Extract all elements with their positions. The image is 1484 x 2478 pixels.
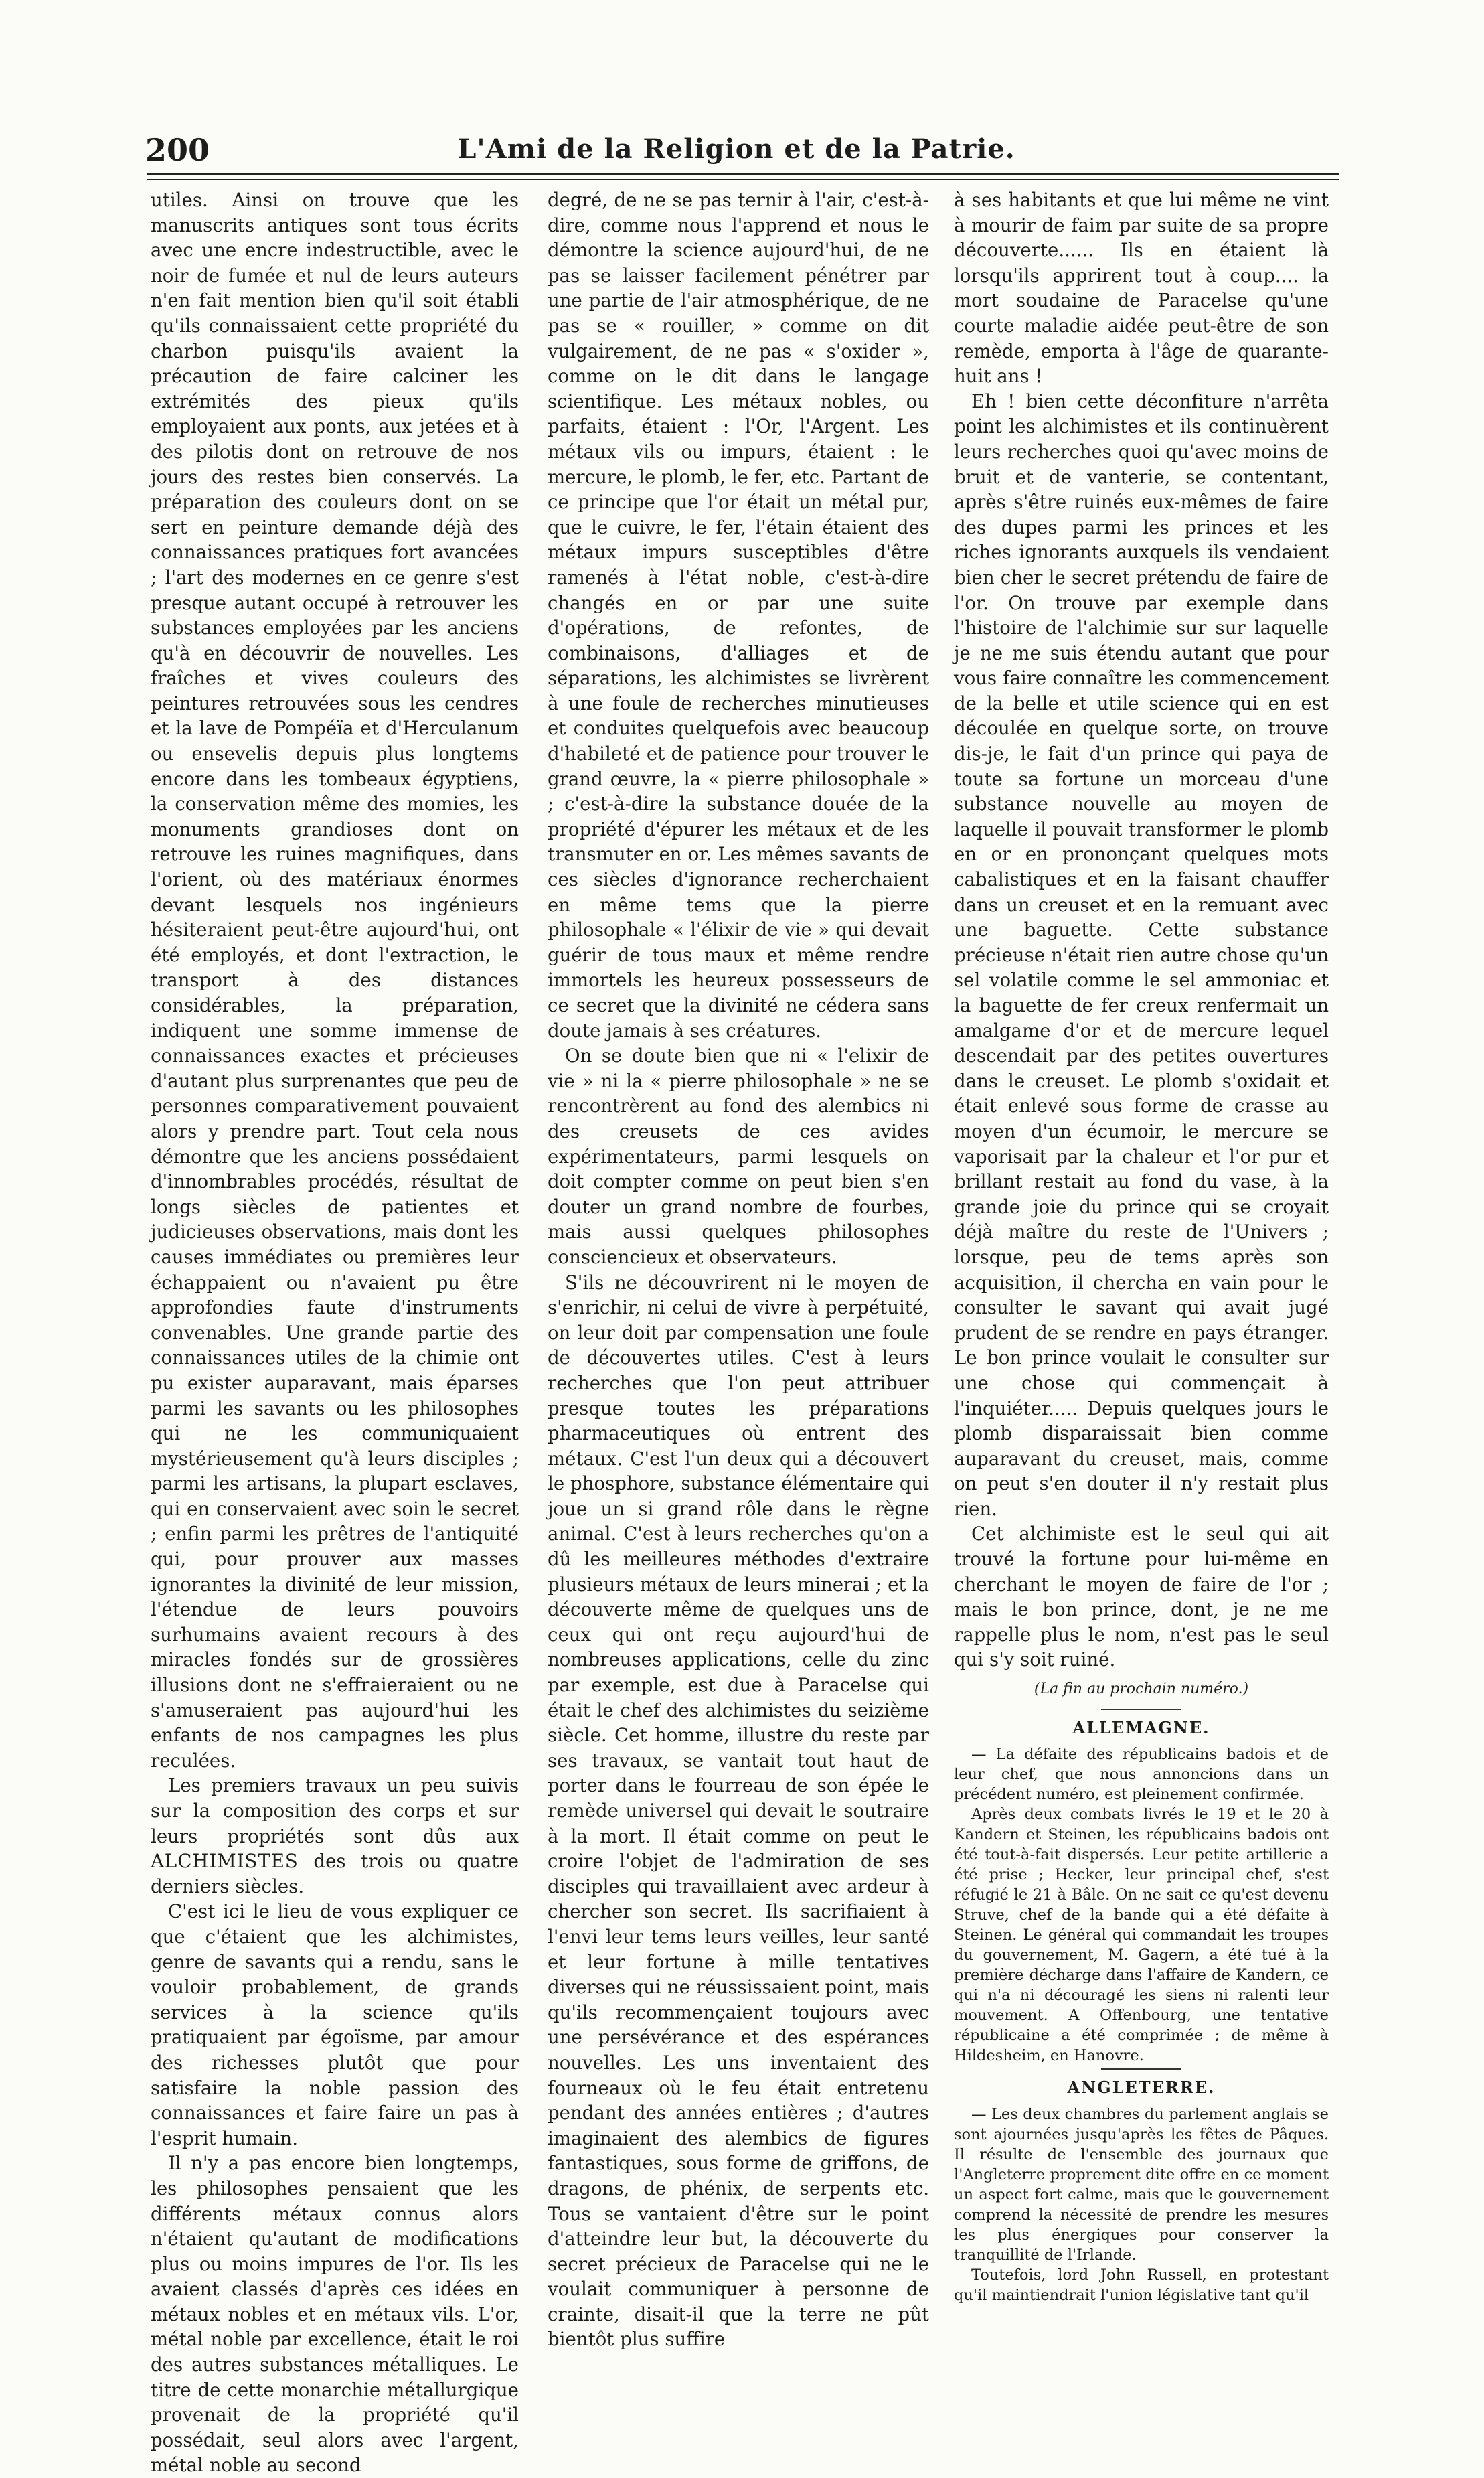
paragraph: Cet alchimiste est le seul qui ait trouvé la fortune pour lui-même en cherchant le moyen de faire de l'or ; mais le bon prince, dont, je ne me rappelle plus le nom, n'est pas le seul qui s'y soit ruiné. — [954, 1523, 1329, 1671]
paragraph: Il n'y a pas encore bien longtemps, les philosophes pensaient que les différents métaux connus alors n'étaient qu'autant de modifications plus ou moins impures de l'or. Ils les avaient classés d'après ces idées en métaux nobles et en métaux vils. L'or, métal noble par excellence, était le roi des autres substances métalliques. Le titre de cette monarchie métallurgique provenait de la propriété qu'il possédait, seul alors avec l'argent, métal noble au second — [151, 2152, 519, 2477]
alchimistes-caps: ALCHIMISTES — [151, 1850, 299, 1873]
column-3 — [954, 187, 1329, 2304]
paragraph: — La défaite des républicains badois et de leur chef, que nous annoncions dans un précédent numéro, est pleinement confirmée. — [954, 1746, 1329, 1804]
paragraph: à ses habitants et que lui même ne vint à mourir de faim par suite de sa propre découverte...... Ils en étaient là lorsqu'ils apprirent tout à coup.... la mort soudaine de Paracelse qu'une courte maladie aidée peut-être de son remède, emporta à l'âge de quarante-huit ans ! — [954, 189, 1329, 388]
text-run: des trois ou quatre derniers siècles. — [151, 1850, 519, 1898]
paragraph: Toutefois, lord John Russell, en protestant qu'il maintiendrait l'union législative tant qu'il — [954, 2266, 1329, 2304]
header-rule-thick — [147, 173, 1339, 175]
header-rule-thin — [147, 179, 1339, 180]
news-angleterre — [954, 2104, 1329, 2305]
paragraph: — Les deux chambres du parlement anglais se sont ajournées jusqu'après les fêtes de Pâques. Il résulte de l'ensemble des journaux que l'Angleterre proprement dite offre en ce moment un aspect fort calme, mais que le gouvernement comprend la nécessité de prendre les mesures les plus énergiques pour conserver la tranquillité de l'Irlande. — [954, 2105, 1329, 2264]
column-2 — [548, 187, 929, 2351]
column-1 — [151, 187, 519, 2477]
page-header — [137, 125, 1335, 172]
news-allemagne — [954, 1744, 1329, 2066]
section-heading-angleterre: ANGLETERRE. — [1067, 2078, 1216, 2098]
text-run: Les premiers travaux un peu suivis sur la composition des corps et sur leurs propriétés sont dûs aux — [151, 1774, 519, 1847]
journal-title: L'Ami de la Religion et de la Patrie. — [457, 133, 1015, 165]
paragraph: utiles. Ainsi on trouve que les manuscrits antiques sont tous écrits avec une encre indestructible, avec le noir de fumée et nul de leurs auteurs n'en fait mention bien qu'il soit établi qu'ils connaissaient cette propriété du charbon puisqu'ils avaient la précaution de faire calciner les extrémités des pieux qu'ils employaient aux ponts, aux jetées et à des pilotis dont on retrouve de nos jours des restes bien conservés. La préparation des couleurs dont on se sert en peinture demande déjà des connaissances pratiques fort avancées ; l'art des modernes en ce genre s'est presque autant occupé à retrouver les substances employées par les anciens qu'à en découvrir de nouvelles. Les fraîches et vives couleurs des peintures retrouvées sous les cendres et la lave de Pompéïa et d'Herculanum ou ensevelis depuis plus longtems encore dans les tombeaux égyptiens, la conservation même des momies, les monuments grandioses dont on retrouve les ruines magnifiques, dans l'orient, où des matériaux énormes devant lesquels nos ingénieurs hésiteraient peut-être aujourd'hui, ont été employés, et dont l'extraction, le transport à des distances considérables, la préparation, indiquent une somme immense de connaissances exactes et précieuses d'autant plus surprenantes que peu de personnes comparativement pouvaient alors y prendre part. Tout cela nous démontre que les anciens possédaient d'innombrables procédés, résultat de longs siècles de patientes et judicieuses observations, mais dont les causes immédiates ou premières leur échappaient ou n'avaient pu être approfondies faute d'instruments convenables. Une grande partie des connaissances utiles de la chimie ont pu exister auparavant, mais éparses parmi les savants ou les philosophes qui ne les communiquaient mystérieusement qu'à leurs disciples ; parmi les artisans, la plupart esclaves, qui en conservaient avec soin le secret ; enfin parmi les prêtres de l'antiquité qui, pour prouver aux masses ignorantes la divinité de leur mission, l'étendue de leurs pouvoirs surhumains avaient recours à des miracles fondés sur de grossières illusions dont ne s'effraieraient ou ne s'amuseraient pas aujourd'hui les enfants de nos campagnes les plus reculées. — [151, 189, 519, 1772]
section-rule — [1101, 1709, 1181, 1710]
paragraph — [151, 1773, 519, 1899]
paragraph: Après deux combats livrés le 19 et le 20 à Kandern et Steinen, les républicains badois ont été tout-à-fait dispersés. Leur petite artillerie a été prise ; Hecker, leur principal chef, s'est réfugié le 21 à Bâle. On ne sait ce qu'est devenu Struve, chef de la bande qui a été défaite à Steinen. Le général qui commandait les troupes du gouvernement, M. Gagern, a été tué à la première décharge dans l'affaire de Kandern, ce qui n'a ni découragé les siens ni ralenti leur mouvement. A Offenbourg, une tentative républicaine a été comprimée ; de même à Hildesheim, en Hanovre. — [954, 1806, 1329, 2065]
paragraph: S'ils ne découvrirent ni le moyen de s'enrichir, ni celui de vivre à perpétuité, on leur doit par compensation une foule de découvertes utiles. C'est à leurs recherches que l'on peut attribuer presque toutes les préparations pharmaceutiques où entrent des métaux. C'est l'un deux qui a découvert le phosphore, substance élémentaire qui joue un si grand rôle dans le règne animal. C'est à leurs recherches qu'on a dû les meilleures méthodes d'extraire plusieurs métaux de leurs minerai ; et la découverte même de quelques uns de ceux qui ont reçu aujourd'hui de nombreuses applications, celle du zinc par exemple, est due à Paracelse qui était le chef des alchimistes du seizième siècle. Cet homme, illustre du reste par ses travaux, se vantait tout haut de porter dans le fourreau de son épée le remède universel qui devait le soutraire à la mort. Il était comme on peut le croire l'objet de l'admiration de ses disciples qui travaillaient avec ardeur à chercher son secret. Ils sacrifiaient à l'envi leur tems leurs veilles, leur santé et leur fortune à mille tentatives diverses qui ne réussissaient point, mais qu'ils recommençaient toujours avec une persévérance et des espérances nouvelles. Les uns inventaient des fourneaux où le feu était entretenu pendant des années entières ; d'autres imaginaient des alembics de figures fantastiques, sous forme de griffons, de dragons, de phénix, de serpents etc. Tous se vantaient d'être sur le point d'atteindre leur but, la découverte du secret précieux de Paracelse qui ne le voulait communiquer à personne de crainte, disait-il que la terre ne pût bientôt plus suffire — [548, 1271, 929, 2351]
section-heading-allemagne: ALLEMAGNE. — [1072, 1717, 1210, 1737]
page-number: 200 — [145, 132, 210, 168]
continuation-note: (La fin au prochain numéro.) — [1034, 1681, 1249, 1698]
paragraph: degré, de ne se pas ternir à l'air, c'est-à-dire, comme nous l'apprend et nous le démontre la science aujourd'hui, de ne pas se laisser facilement pénétrer par une partie de l'air atmosphérique, de ne pas se « rouiller, » comme on dit vulgairement, de ne pas « s'oxider », comme on le dit dans le langage scientifique. Les métaux nobles, ou parfaits, étaient : l'Or, l'Argent. Les métaux vils ou impurs, étaient : le mercure, le plomb, le fer, etc. Partant de ce principe que l'or était un métal pur, que le cuivre, le fer, l'étain étaient des métaux impurs susceptibles d'être ramenés à l'état noble, c'est-à-dire changés en or par une suite d'opérations, de refontes, de combinaisons, d'alliages et de séparations, les alchimistes se livrèrent à une foule de recherches minutieuses et conduites quelquefois avec beaucoup d'habileté et de patience pour trouver le grand œuvre, la « pierre philosophale » ; c'est-à-dire la substance douée de la propriété d'épurer les métaux et de les transmuter en or. Les mêmes savants de ces siècles d'ignorance recherchaient en même tems que la pierre philosophale « l'élixir de vie » qui devait guérir de tous maux et même rendre immortels les heureux possesseurs de ce secret que la divinité ne cédera sans doute jamais à ses créatures. — [548, 189, 929, 1042]
paragraph: Eh ! bien cette déconfiture n'arrêta point les alchimistes et ils continuèrent leurs recherches quoi qu'avec moins de bruit et de vanterie, se contentant, après s'être ruinés eux-mêmes de faire des dupes parmi les princes et les riches ignorants auxquels ils vendaient bien cher le secret prétendu de faire de l'or. On trouve par exemple dans l'histoire de l'alchimie sur sur laquelle je ne me suis étendu autant que pour vous faire connaître les commencement de la belle et utile science qui en est découlée en quelque sorte, on trouve dis-je, le fait d'un prince qui paya de toute sa fortune un morceau d'une substance nouvelle au moyen de laquelle il pouvait transformer le plomb en or en prononçant quelques mots cabalistiques et en la faisant chauffer dans un creuset et en la remuant avec une baguette. Cette substance précieuse n'était rien autre chose qu'un sel volatile comme le sel ammoniac et la baguette de fer creux renfermait un amalgame d'or et de mercure lequel descendait par des petites ouvertures dans le creuset. Le plomb s'oxidait et était enlevé sous forme de crasse au moyen d'un écumoir, le mercure se vaporisait par la chaleur et l'or pur et brillant restait au fond du vase, à la grande joie du prince qui se croyait déjà maître du reste de l'Univers ; lorsque, peu de tems après son acquisition, il chercha en vain pour le consulter le savant qui avait jugé prudent de se rendre en pays étranger. Le bon prince voulait le consulter sur une chose qui commençait à l'inquiéter..... Depuis quelques jours le plomb disparaissait bien comme auparavant du creuset, mais, comme on peut s'en douter il n'y restait plus rien. — [954, 390, 1329, 1520]
paragraph: C'est ici le lieu de vous expliquer ce que c'étaient que les alchimistes, genre de savants qui a rendu, sans le vouloir probablement, de grands services à la science qu'ils pratiquaient par égoïsme, par amour des richesses plutôt que pour satisfaire la noble passion des connaissances et faire faire un pas à l'esprit humain. — [151, 1900, 519, 2149]
section-rule — [1101, 2068, 1181, 2070]
paragraph: On se doute bien que ni « l'elixir de vie » ni la « pierre philosophale » ne se rencontrèrent au fond des alembics ni des creusets de ces avides expérimentateurs, parmi lesquels on doit compter comme on peut bien s'en douter un grand nombre de fourbes, mais aussi quelques philosophes consciencieux et observateurs. — [548, 1044, 929, 1268]
